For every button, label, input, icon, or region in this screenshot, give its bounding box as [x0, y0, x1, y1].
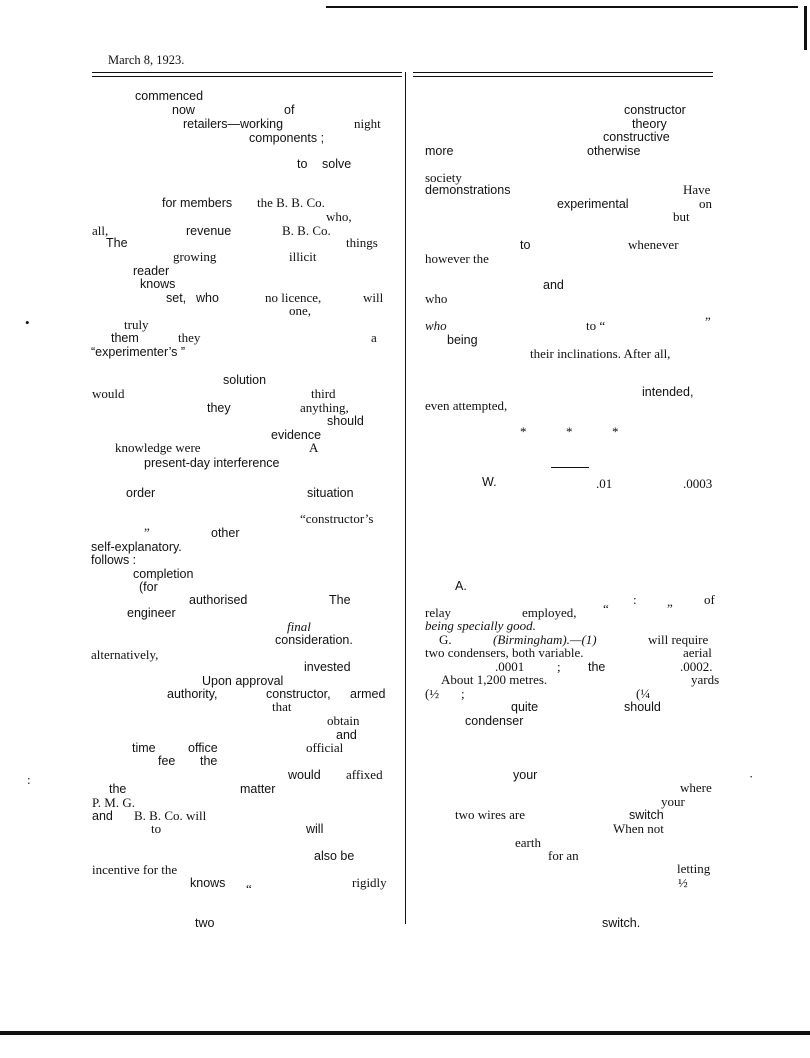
right-word: ; [461, 686, 465, 701]
top-rule [326, 6, 798, 8]
left-word: components ; [249, 131, 325, 145]
left-word: B. B. Co. will [134, 808, 207, 823]
right-word: (Birmingham).—(1) [493, 632, 597, 647]
right-word: relay [425, 605, 451, 620]
margin-speck: • [25, 315, 30, 330]
left-word: and [92, 809, 113, 823]
left-word: order [126, 486, 156, 500]
left-word: authorised [189, 593, 248, 607]
left-word: P. M. G. [92, 795, 135, 810]
right-word: constructor [624, 103, 686, 117]
right-word: ” [705, 314, 711, 329]
right-word: to [520, 238, 531, 252]
right-word: Have [683, 182, 711, 197]
left-word: engineer [127, 606, 176, 620]
right-word: W. [482, 475, 497, 489]
left-word: all, [92, 223, 109, 238]
right-word: ” [667, 601, 673, 616]
left-word: should [327, 414, 364, 428]
left-word: rigidly [352, 875, 387, 890]
left-word: knows [140, 277, 176, 291]
right-word: aerial [683, 645, 712, 660]
right-word: intended, [642, 385, 694, 399]
left-word: and [336, 728, 357, 742]
right-word: two wires are [455, 807, 526, 822]
left-word: anything, [300, 400, 349, 415]
right-word: otherwise [587, 144, 641, 158]
left-word: solution [223, 373, 267, 387]
right-word: your [661, 794, 685, 809]
right-word: theory [632, 117, 667, 131]
left-word: other [211, 526, 240, 540]
right-word: experimental [557, 197, 629, 211]
left-word: illicit [289, 249, 317, 264]
right-word: the [588, 660, 606, 674]
left-word: to [297, 157, 308, 171]
left-word: commenced [135, 89, 204, 103]
left-word: ” [144, 525, 150, 540]
left-word: the [200, 754, 218, 768]
right-word: whenever [628, 237, 679, 252]
right-word: .0002. [680, 659, 713, 674]
left-word: will [306, 822, 324, 836]
left-word: authority, [167, 687, 218, 701]
right-word: of [704, 592, 715, 607]
left-word: present-day interference [144, 456, 280, 470]
right-word: condenser [465, 714, 524, 728]
right-word: but [673, 209, 690, 224]
left-word: incentive for the [92, 862, 178, 877]
left-word: of [284, 103, 295, 117]
left-word: solve [322, 157, 352, 171]
left-word: armed [350, 687, 386, 701]
page-date: March 8, 1923. [108, 53, 185, 67]
left-word: now [172, 103, 195, 117]
left-word: “ [246, 881, 252, 896]
right-word: society [425, 170, 462, 185]
right-word: however the [425, 251, 489, 266]
left-word: no licence, [265, 290, 322, 305]
left-word: A [309, 440, 319, 455]
margin-speck: : [27, 772, 31, 787]
left-word: situation [307, 486, 354, 500]
left-word: official [306, 740, 344, 755]
right-word: About 1,200 metres. [441, 672, 548, 687]
left-word: time [132, 741, 156, 755]
right-word: (½ [425, 686, 440, 701]
right-word: two condensers, both variable. [425, 645, 584, 660]
left-word: consideration. [275, 633, 353, 647]
left-word: reader [133, 264, 170, 278]
left-word: third [311, 386, 336, 401]
right-word: letting [677, 861, 711, 876]
left-word: two [195, 916, 215, 930]
right-word: constructive [603, 130, 670, 144]
left-word: a [371, 330, 377, 345]
right-word: to “ [586, 318, 606, 333]
left-word: the [109, 782, 127, 796]
right-word: * [520, 424, 527, 439]
header-rule-left-a [92, 72, 402, 73]
right-word: employed, [522, 605, 577, 620]
header-rule-right-b [413, 76, 713, 77]
right-word: who [425, 318, 447, 333]
right-word: .01 [596, 476, 613, 491]
left-word: alternatively, [91, 647, 159, 662]
left-word: The [329, 593, 351, 607]
left-word: truly [124, 317, 149, 332]
left-word: B. B. Co. [282, 223, 331, 238]
right-word: yards [691, 672, 720, 687]
right-word: ½ [678, 875, 688, 890]
right-word: earth [515, 835, 541, 850]
right-word: * [612, 424, 619, 439]
left-word: they [178, 330, 201, 345]
right-word: demonstrations [425, 183, 511, 197]
right-word: (¼ [636, 686, 651, 701]
left-word: set, [166, 291, 187, 305]
left-word: constructor, [266, 687, 331, 701]
left-word: knows [190, 876, 226, 890]
right-word: their inclinations. After all, [530, 346, 671, 361]
left-word: night [354, 116, 381, 131]
left-word: matter [240, 782, 276, 796]
left-word: who, [326, 209, 352, 224]
left-word: follows : [91, 553, 137, 567]
right-word: switch [629, 808, 664, 822]
right-word: being specially good. [425, 618, 536, 633]
left-word: Upon approval [202, 674, 284, 688]
left-word: fee [158, 754, 176, 768]
left-word: “constructor’s [300, 511, 374, 526]
right-word: where [680, 780, 712, 795]
left-word: knowledge were [115, 440, 201, 455]
column-divider [405, 72, 406, 924]
left-word: The [106, 236, 128, 250]
left-word: (for [139, 580, 158, 594]
right-word: should [624, 700, 661, 714]
right-word: even attempted, [425, 398, 508, 413]
left-word: one, [289, 303, 312, 318]
left-word: obtain [327, 713, 360, 728]
right-word: * [566, 424, 573, 439]
left-word: to [151, 821, 162, 836]
left-word: that [272, 699, 292, 714]
right-word: : [633, 592, 637, 607]
left-word: growing [173, 249, 217, 264]
left-word: completion [133, 567, 194, 581]
left-word: who [196, 291, 219, 305]
right-word: A. [455, 579, 467, 593]
bottom-rule [0, 1031, 810, 1035]
left-word: evidence [271, 428, 322, 442]
left-word: office [188, 741, 218, 755]
right-word: who [425, 291, 448, 306]
left-word: revenue [186, 224, 232, 238]
right-edge-rule [804, 6, 807, 50]
left-word: the B. B. Co. [257, 195, 325, 210]
left-word: retailers—working [183, 117, 284, 131]
right-word: .0003 [683, 476, 713, 491]
left-word: “experimenter’s ” [91, 345, 186, 359]
left-word: things [346, 235, 378, 250]
left-word: would [288, 768, 321, 782]
right-word: “ [603, 601, 609, 616]
section-rule [551, 467, 589, 468]
left-word: they [207, 401, 231, 415]
right-word: and [543, 278, 564, 292]
right-word: more [425, 144, 454, 158]
left-word: invested [304, 660, 351, 674]
right-word: for an [548, 848, 579, 863]
left-word: also be [314, 849, 355, 863]
right-word: G. [439, 632, 452, 647]
right-word: .0001 [495, 659, 525, 674]
right-word: switch. [602, 916, 641, 930]
left-word: would [92, 386, 125, 401]
right-word: on [699, 196, 712, 211]
margin-speck: · [749, 769, 754, 784]
left-word: affixed [346, 767, 383, 782]
right-word: quite [511, 700, 539, 714]
right-word: your [513, 768, 538, 782]
header-rule-right-a [413, 72, 713, 73]
right-word: will require [648, 632, 709, 647]
right-word: ; [557, 659, 561, 674]
right-word: When not [613, 821, 664, 836]
left-word: self-explanatory. [91, 540, 182, 554]
left-word: final [287, 619, 311, 634]
left-word: for members [162, 196, 233, 210]
right-word: being [447, 333, 478, 347]
left-word: will [363, 290, 384, 305]
left-word: them [111, 331, 139, 345]
header-rule-left-b [92, 76, 402, 77]
